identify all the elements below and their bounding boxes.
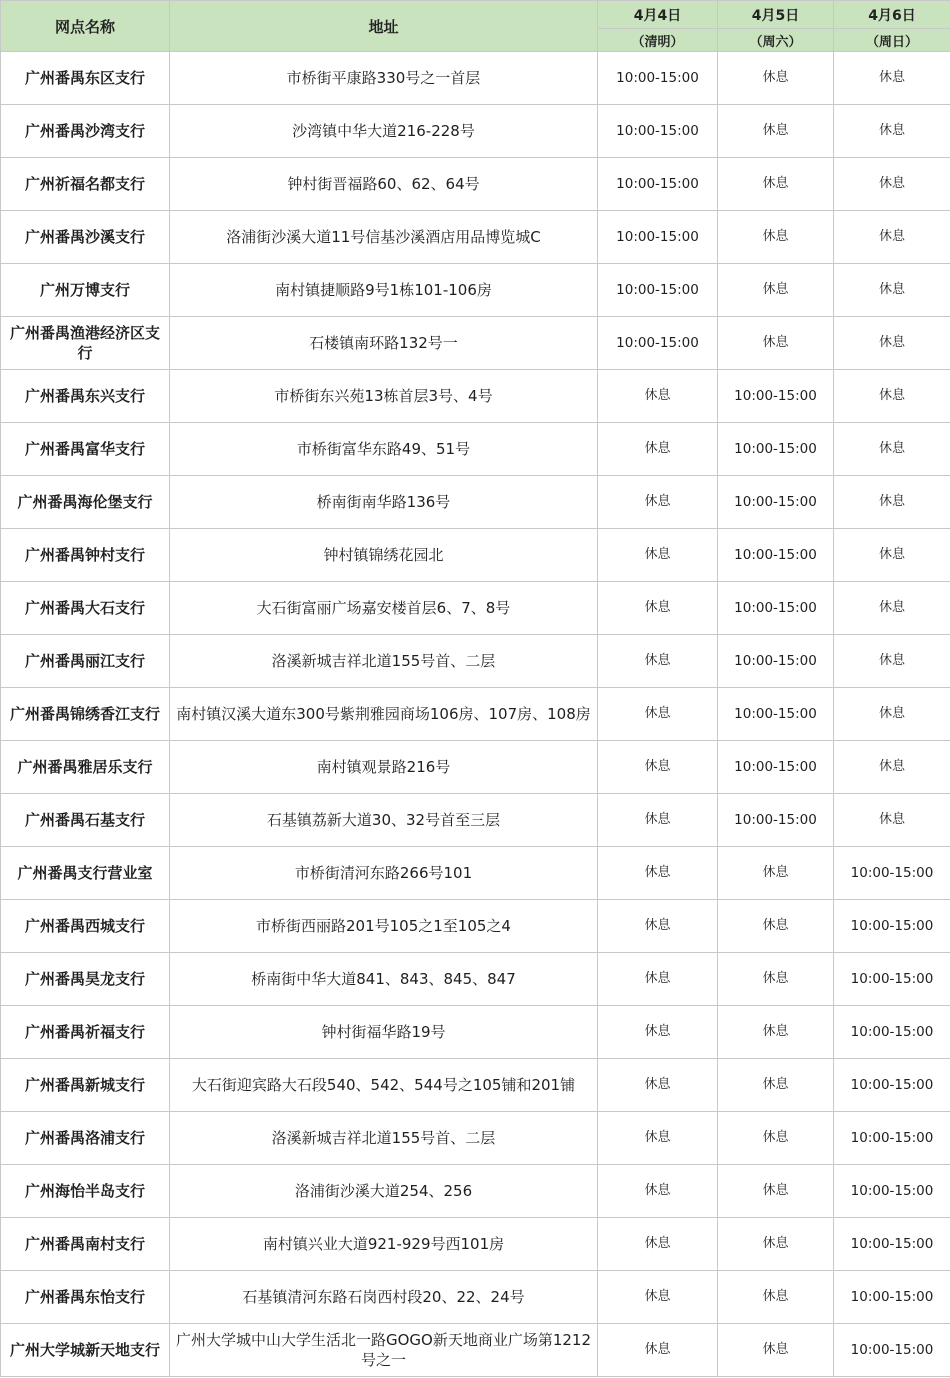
- hours-day-3: 休息: [834, 52, 950, 105]
- branch-address: 大石街富丽广场嘉安楼首层6、7、8号: [170, 582, 598, 635]
- table-row: [1, 741, 950, 794]
- hours-day-2: 10:00-15:00: [718, 635, 834, 688]
- table-row: [1, 1112, 950, 1165]
- hours-day-2: 休息: [718, 1165, 834, 1218]
- branch-address: 洛溪新城吉祥北道155号首、二层: [170, 1112, 598, 1165]
- hours-day-3: 10:00-15:00: [834, 1218, 950, 1271]
- table-row: [1, 582, 950, 635]
- hours-day-2: 休息: [718, 1059, 834, 1112]
- hours-day-2: 10:00-15:00: [718, 476, 834, 529]
- hours-day-1: 休息: [598, 741, 718, 794]
- branch-name: 广州番禺支行营业室: [1, 847, 170, 900]
- branch-name: 广州番禺西城支行: [1, 900, 170, 953]
- hours-day-1: 10:00-15:00: [598, 52, 718, 105]
- hours-day-1: 休息: [598, 1165, 718, 1218]
- branch-name: 广州番禺雅居乐支行: [1, 741, 170, 794]
- hours-day-1: 休息: [598, 635, 718, 688]
- hours-day-1: 休息: [598, 370, 718, 423]
- hours-day-2: 休息: [718, 264, 834, 317]
- hours-day-1: 休息: [598, 1006, 718, 1059]
- hours-day-2: 休息: [718, 847, 834, 900]
- branch-name: 广州番禺大石支行: [1, 582, 170, 635]
- branch-address: 桥南街中华大道841、843、845、847: [170, 953, 598, 1006]
- branch-address: 广州大学城中山大学生活北一路GOGO新天地商业广场第1212号之一: [170, 1324, 598, 1377]
- hours-day-2: 休息: [718, 317, 834, 370]
- hours-day-3: 10:00-15:00: [834, 1271, 950, 1324]
- branch-name: 广州万博支行: [1, 264, 170, 317]
- branch-name: 广州番禺丽江支行: [1, 635, 170, 688]
- table-row: [1, 370, 950, 423]
- branch-address: 南村镇兴业大道921-929号西101房: [170, 1218, 598, 1271]
- column-header-note-1: （清明）: [598, 29, 718, 52]
- branch-address: 南村镇捷顺路9号1栋101-106房: [170, 264, 598, 317]
- hours-day-3: 休息: [834, 635, 950, 688]
- branch-name: 广州大学城新天地支行: [1, 1324, 170, 1377]
- hours-day-1: 休息: [598, 900, 718, 953]
- hours-day-2: 10:00-15:00: [718, 423, 834, 476]
- table-row: [1, 1271, 950, 1324]
- table-row: [1, 794, 950, 847]
- branch-name: 广州番禺沙湾支行: [1, 105, 170, 158]
- hours-day-3: 10:00-15:00: [834, 953, 950, 1006]
- hours-day-1: 休息: [598, 1271, 718, 1324]
- branch-name: 广州番禺钟村支行: [1, 529, 170, 582]
- branch-name: 广州番禺锦绣香江支行: [1, 688, 170, 741]
- hours-day-1: 休息: [598, 1218, 718, 1271]
- hours-day-1: 10:00-15:00: [598, 105, 718, 158]
- column-header-note-2: （周六）: [718, 29, 834, 52]
- column-header-name: 网点名称: [1, 1, 170, 52]
- hours-day-3: 休息: [834, 105, 950, 158]
- hours-day-1: 休息: [598, 582, 718, 635]
- branch-address: 市桥街清河东路266号101: [170, 847, 598, 900]
- hours-day-3: 休息: [834, 794, 950, 847]
- table-row: [1, 1006, 950, 1059]
- hours-day-3: 10:00-15:00: [834, 1165, 950, 1218]
- table-body: [1, 52, 950, 1377]
- hours-day-1: 10:00-15:00: [598, 264, 718, 317]
- branch-name: 广州番禺东区支行: [1, 52, 170, 105]
- table-row: [1, 158, 950, 211]
- branch-address: 钟村镇锦绣花园北: [170, 529, 598, 582]
- branch-address: 大石街迎宾路大石段540、542、544号之105铺和201铺: [170, 1059, 598, 1112]
- hours-day-1: 休息: [598, 476, 718, 529]
- column-header-date-1: 4月4日: [598, 1, 718, 29]
- branch-name: 广州番禺新城支行: [1, 1059, 170, 1112]
- hours-day-2: 休息: [718, 953, 834, 1006]
- table-row: [1, 1165, 950, 1218]
- branch-address: 钟村街福华路19号: [170, 1006, 598, 1059]
- hours-day-1: 休息: [598, 794, 718, 847]
- column-header-date-3: 4月6日: [834, 1, 950, 29]
- hours-day-3: 10:00-15:00: [834, 1112, 950, 1165]
- branch-address: 洛浦街沙溪大道254、256: [170, 1165, 598, 1218]
- hours-day-2: 休息: [718, 1218, 834, 1271]
- table-row: [1, 900, 950, 953]
- hours-day-1: 休息: [598, 688, 718, 741]
- hours-day-2: 休息: [718, 211, 834, 264]
- table-row: [1, 317, 950, 370]
- branch-address: 桥南街南华路136号: [170, 476, 598, 529]
- hours-day-3: 休息: [834, 370, 950, 423]
- branch-name: 广州番禺富华支行: [1, 423, 170, 476]
- branch-address: 洛溪新城吉祥北道155号首、二层: [170, 635, 598, 688]
- hours-day-3: 休息: [834, 741, 950, 794]
- hours-day-3: 休息: [834, 158, 950, 211]
- branch-address: 南村镇观景路216号: [170, 741, 598, 794]
- hours-day-3: 10:00-15:00: [834, 1324, 950, 1377]
- branch-name: 广州番禺南村支行: [1, 1218, 170, 1271]
- table-row: [1, 264, 950, 317]
- hours-day-1: 10:00-15:00: [598, 158, 718, 211]
- hours-day-2: 休息: [718, 52, 834, 105]
- hours-day-2: 休息: [718, 1006, 834, 1059]
- branch-address: 市桥街平康路330号之一首层: [170, 52, 598, 105]
- branch-name: 广州番禺石基支行: [1, 794, 170, 847]
- branch-name: 广州番禺昊龙支行: [1, 953, 170, 1006]
- branch-address: 钟村街晋福路60、62、64号: [170, 158, 598, 211]
- hours-day-1: 休息: [598, 1324, 718, 1377]
- hours-day-2: 10:00-15:00: [718, 794, 834, 847]
- branch-address: 石楼镇南环路132号一: [170, 317, 598, 370]
- branch-name: 广州番禺洛浦支行: [1, 1112, 170, 1165]
- column-header-address: 地址: [170, 1, 598, 52]
- branch-address: 南村镇汉溪大道东300号紫荆雅园商场106房、107房、108房: [170, 688, 598, 741]
- hours-day-2: 10:00-15:00: [718, 582, 834, 635]
- branch-name: 广州海怡半岛支行: [1, 1165, 170, 1218]
- hours-day-2: 休息: [718, 1324, 834, 1377]
- hours-day-2: 休息: [718, 900, 834, 953]
- table-row: [1, 105, 950, 158]
- table-row: [1, 211, 950, 264]
- hours-day-3: 休息: [834, 529, 950, 582]
- table-row: [1, 635, 950, 688]
- branch-name: 广州番禺祈福支行: [1, 1006, 170, 1059]
- hours-day-2: 休息: [718, 158, 834, 211]
- table-row: [1, 1218, 950, 1271]
- hours-day-3: 10:00-15:00: [834, 847, 950, 900]
- hours-day-3: 休息: [834, 264, 950, 317]
- hours-day-3: 休息: [834, 476, 950, 529]
- table-row: [1, 476, 950, 529]
- hours-day-3: 休息: [834, 211, 950, 264]
- hours-day-3: 10:00-15:00: [834, 1006, 950, 1059]
- table-row: [1, 52, 950, 105]
- table-row: [1, 1059, 950, 1112]
- column-header-date-2: 4月5日: [718, 1, 834, 29]
- branch-address: 市桥街西丽路201号105之1至105之4: [170, 900, 598, 953]
- hours-day-1: 休息: [598, 529, 718, 582]
- hours-day-2: 休息: [718, 105, 834, 158]
- branch-address: 市桥街富华东路49、51号: [170, 423, 598, 476]
- branch-address: 石基镇荔新大道30、32号首至三层: [170, 794, 598, 847]
- hours-day-2: 休息: [718, 1112, 834, 1165]
- branch-name: 广州番禺东怡支行: [1, 1271, 170, 1324]
- branch-name: 广州番禺沙溪支行: [1, 211, 170, 264]
- hours-day-3: 休息: [834, 317, 950, 370]
- table-row: [1, 953, 950, 1006]
- branch-address: 洛浦街沙溪大道11号信基沙溪酒店用品博览城C: [170, 211, 598, 264]
- hours-day-3: 休息: [834, 688, 950, 741]
- hours-day-1: 休息: [598, 423, 718, 476]
- hours-day-1: 休息: [598, 1112, 718, 1165]
- hours-day-2: 10:00-15:00: [718, 688, 834, 741]
- hours-day-3: 10:00-15:00: [834, 1059, 950, 1112]
- branch-name: 广州祈福名都支行: [1, 158, 170, 211]
- table-row: [1, 847, 950, 900]
- hours-day-2: 10:00-15:00: [718, 529, 834, 582]
- table-row: [1, 529, 950, 582]
- branch-address: 市桥街东兴苑13栋首层3号、4号: [170, 370, 598, 423]
- table-row: [1, 688, 950, 741]
- hours-day-3: 10:00-15:00: [834, 900, 950, 953]
- hours-day-1: 10:00-15:00: [598, 317, 718, 370]
- branch-name: 广州番禺渔港经济区支行: [1, 317, 170, 370]
- column-header-note-3: （周日）: [834, 29, 950, 52]
- hours-day-1: 休息: [598, 847, 718, 900]
- branch-name: 广州番禺海伦堡支行: [1, 476, 170, 529]
- table-row: [1, 423, 950, 476]
- hours-day-1: 休息: [598, 953, 718, 1006]
- hours-day-2: 10:00-15:00: [718, 741, 834, 794]
- hours-day-2: 休息: [718, 1271, 834, 1324]
- table-row: [1, 1324, 950, 1377]
- hours-day-3: 休息: [834, 582, 950, 635]
- table-header: [1, 1, 950, 52]
- hours-day-3: 休息: [834, 423, 950, 476]
- branch-address: 石基镇清河东路石岗西村段20、22、24号: [170, 1271, 598, 1324]
- hours-day-1: 休息: [598, 1059, 718, 1112]
- branch-name: 广州番禺东兴支行: [1, 370, 170, 423]
- hours-day-2: 10:00-15:00: [718, 370, 834, 423]
- branch-address: 沙湾镇中华大道216-228号: [170, 105, 598, 158]
- hours-day-1: 10:00-15:00: [598, 211, 718, 264]
